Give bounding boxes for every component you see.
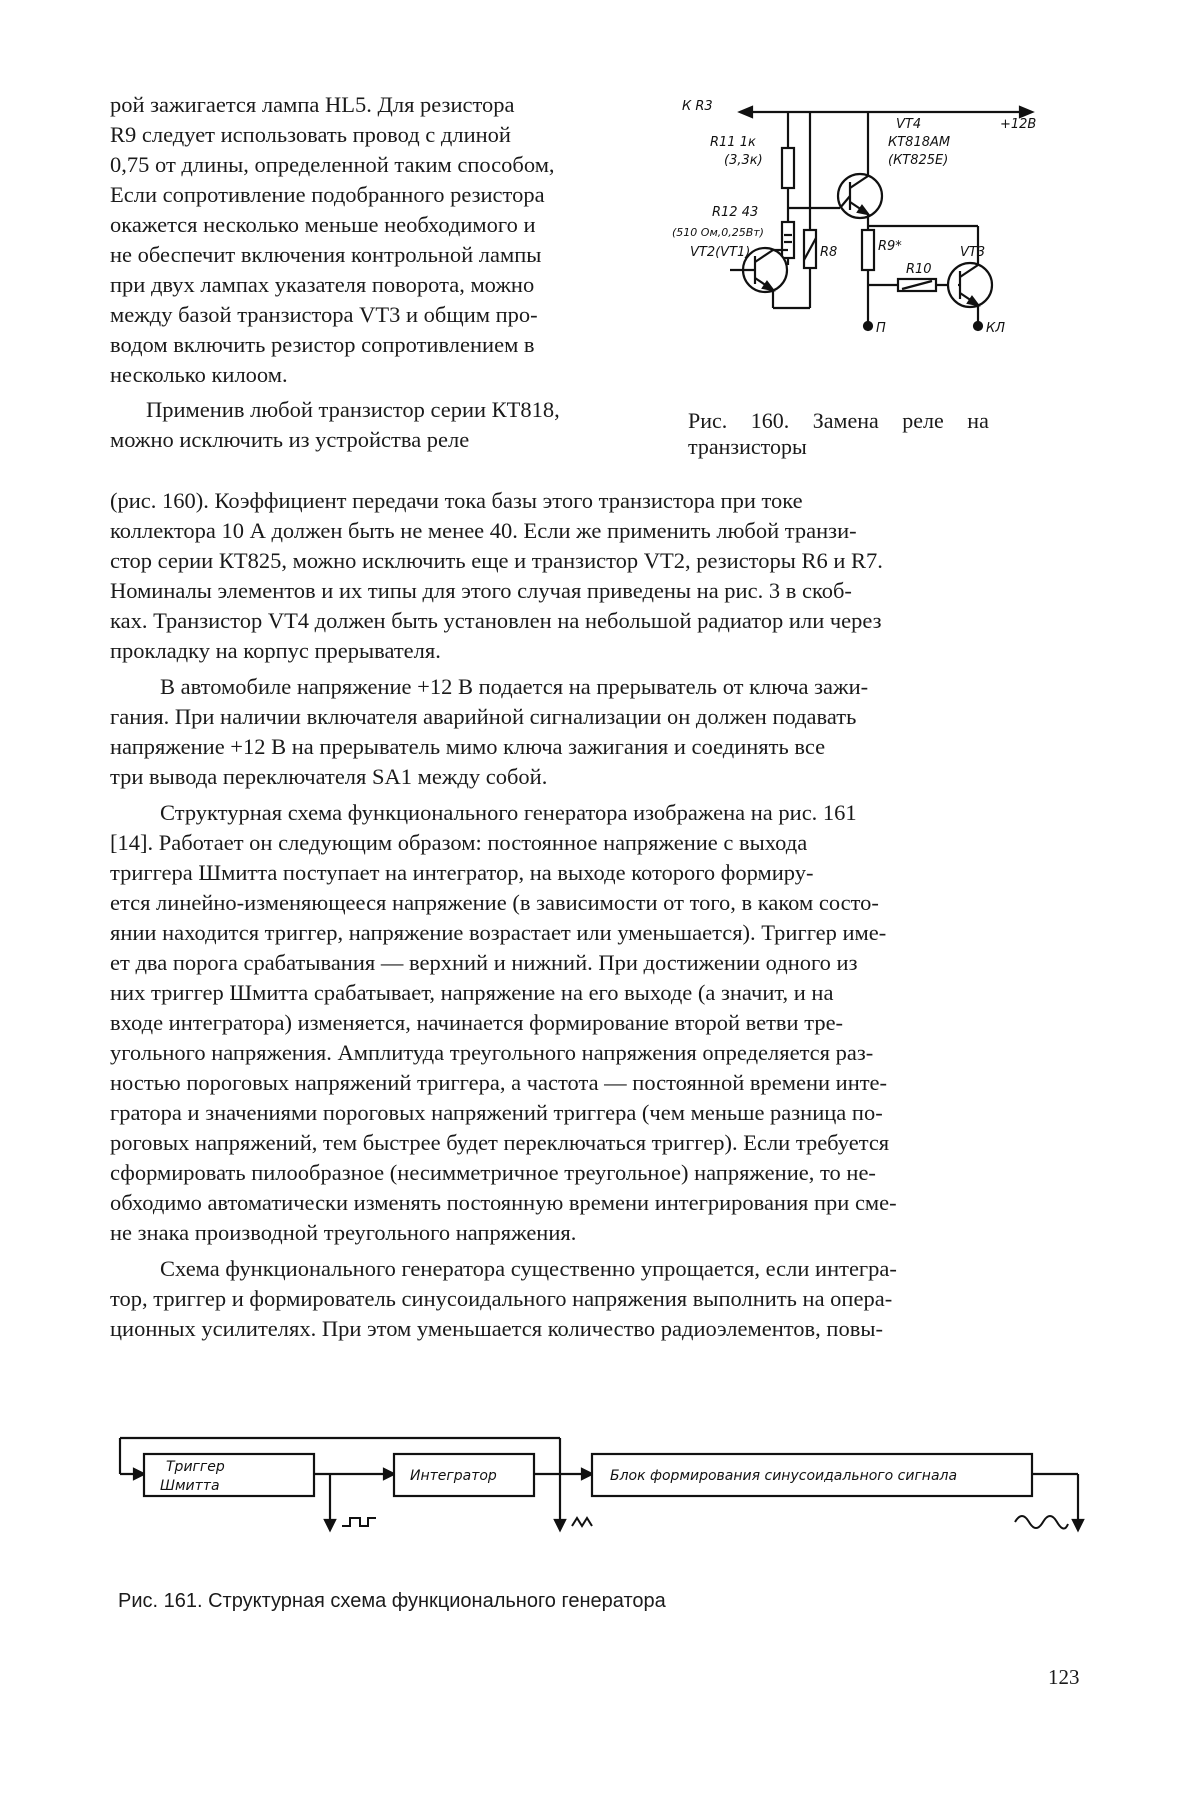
label-r10: R10: [906, 262, 932, 277]
text-line: Номиналы элементов и их типы для этого случая приведены на рис. 3 в скоб-: [110, 578, 852, 603]
figure-160-caption-line1: Рис. 160. Замена реле на: [688, 408, 989, 433]
text-line: ностью пороговых напряжений триггера, а частота — постоянной времени инте-: [110, 1070, 888, 1095]
text-line: Применив любой транзистор серии КТ818,: [146, 397, 560, 422]
text-line: ках. Транзистор VT4 должен быть установлен на небольшой радиатор или через: [110, 608, 882, 633]
text-line: не знака производной треугольного напряжения.: [110, 1220, 577, 1245]
page-number: 123: [1048, 1665, 1080, 1689]
text-line: янии находится триггер, напряжение возрастает или уменьшается). Триггер име-: [110, 920, 887, 945]
block-trigger-line1: Триггер: [166, 1459, 225, 1475]
text-line: водом включить резистор сопротивлением в: [110, 332, 535, 357]
text-line: ет два порога срабатывания — верхний и нижний. При достижении одного из: [110, 950, 858, 975]
label-kt818: КТ818АМ: [888, 135, 951, 150]
figure-161-caption: Рис. 161. Структурная схема функционального генератора: [118, 1590, 666, 1612]
label-kt825: (КТ825Е): [888, 153, 949, 168]
text-line: триггера Шмитта поступает на интегратор, на выходе которого формиру-: [110, 860, 814, 885]
label-plus12: +12В: [1000, 117, 1037, 132]
text-line: сформировать пилообразное (несимметричное треугольное) напряжение, то не-: [110, 1160, 876, 1185]
label-kr3: К R3: [682, 99, 713, 114]
text-line: напряжение +12 В на прерыватель мимо ключа зажигания и соединять все: [110, 734, 826, 759]
label-r11-alt: (3,3к): [724, 153, 763, 168]
text-line: окажется несколько меньше необходимого и: [110, 212, 536, 237]
text-line: них триггер Шмитта срабатывает, напряжение на его выходе (а значит, и на: [110, 980, 834, 1005]
text-line: прокладку на корпус прерывателя.: [110, 638, 441, 663]
text-line: 0,75 от длины, определенной таким способом,: [110, 152, 555, 177]
label-r12: R12 43: [712, 205, 759, 220]
label-r8: R8: [820, 245, 838, 260]
label-vt2: VT2(VT1): [690, 245, 751, 260]
text-line: гратора и значениями пороговых напряжений триггера (чем меньше разница по-: [110, 1100, 883, 1125]
text-line: ционных усилителях. При этом уменьшается количество радиоэлементов, повы-: [110, 1316, 883, 1341]
text-line: Если сопротивление подобранного резистора: [110, 182, 545, 207]
text-line: [14]. Работает он следующим образом: постоянное напряжение с выхода: [110, 830, 808, 855]
text-line: рой зажигается лампа HL5. Для резистора: [110, 92, 515, 117]
text-line: R9 следует использовать провод с длиной: [110, 122, 511, 147]
label-r12-alt: (510 Ом,0,25Вт): [672, 226, 764, 239]
label-p: П: [876, 321, 886, 336]
figure-160-caption-line2: транзисторы: [688, 434, 807, 459]
text-line: обходимо автоматически изменять постоянную времени интегрирования при сме-: [110, 1190, 897, 1215]
text-line: стор серии КТ825, можно исключить еще и транзистор VT2, резисторы R6 и R7.: [110, 548, 883, 573]
label-r11: R11 1к: [710, 135, 756, 150]
text-line: Схема функционального генератора существенно упрощается, если интегра-: [160, 1256, 897, 1281]
block-integrator-label: Интегратор: [410, 1468, 497, 1484]
text-line: Структурная схема функционального генератора изображена на рис. 161: [160, 800, 857, 825]
label-vt4: VT4: [896, 117, 922, 132]
figure-161-block-diagram: [110, 1430, 1100, 1540]
text-line: В автомобиле напряжение +12 В подается на прерыватель от ключа зажи-: [160, 674, 869, 699]
text-line: между базой транзистора VT3 и общим про-: [110, 302, 538, 327]
text-line: входе интегратора) изменяется, начинается формирование второй ветви тре-: [110, 1010, 844, 1035]
text-line: угольного напряжения. Амплитуда треугольного напряжения определяется раз-: [110, 1040, 874, 1065]
block-trigger-line2: Шмитта: [160, 1478, 220, 1494]
label-r9: R9*: [878, 239, 902, 254]
text-line: можно исключить из устройства реле: [110, 427, 470, 452]
text-line: при двух лампах указателя поворота, можно: [110, 272, 535, 297]
text-line: несколько килоом.: [110, 362, 288, 387]
text-line: ется линейно-изменяющееся напряжение (в зависимости от того, в каком состо-: [110, 890, 879, 915]
block-sine-label: Блок формирования синусоидального сигнала: [610, 1468, 958, 1484]
text-line: три вывода переключателя SA1 между собой.: [110, 764, 548, 789]
text-line: не обеспечит включения контрольной лампы: [110, 242, 542, 267]
label-kl: КЛ: [986, 321, 1006, 336]
text-line: (рис. 160). Коэффициент передачи тока базы этого транзистора при токе: [110, 488, 803, 513]
text-line: роговых напряжений, тем быстрее будет переключаться триггер). Если требуется: [110, 1130, 890, 1155]
text-line: тор, триггер и формирователь синусоидального напряжения выполнить на опера-: [110, 1286, 893, 1311]
text-line: гания. При наличии включателя аварийной сигнализации он должен подавать: [110, 704, 857, 729]
text-line: коллектора 10 А должен быть не менее 40. Если же применить любой транзи-: [110, 518, 857, 543]
label-vt3: VT3: [960, 245, 986, 260]
figure-160-circuit: [670, 90, 1090, 390]
